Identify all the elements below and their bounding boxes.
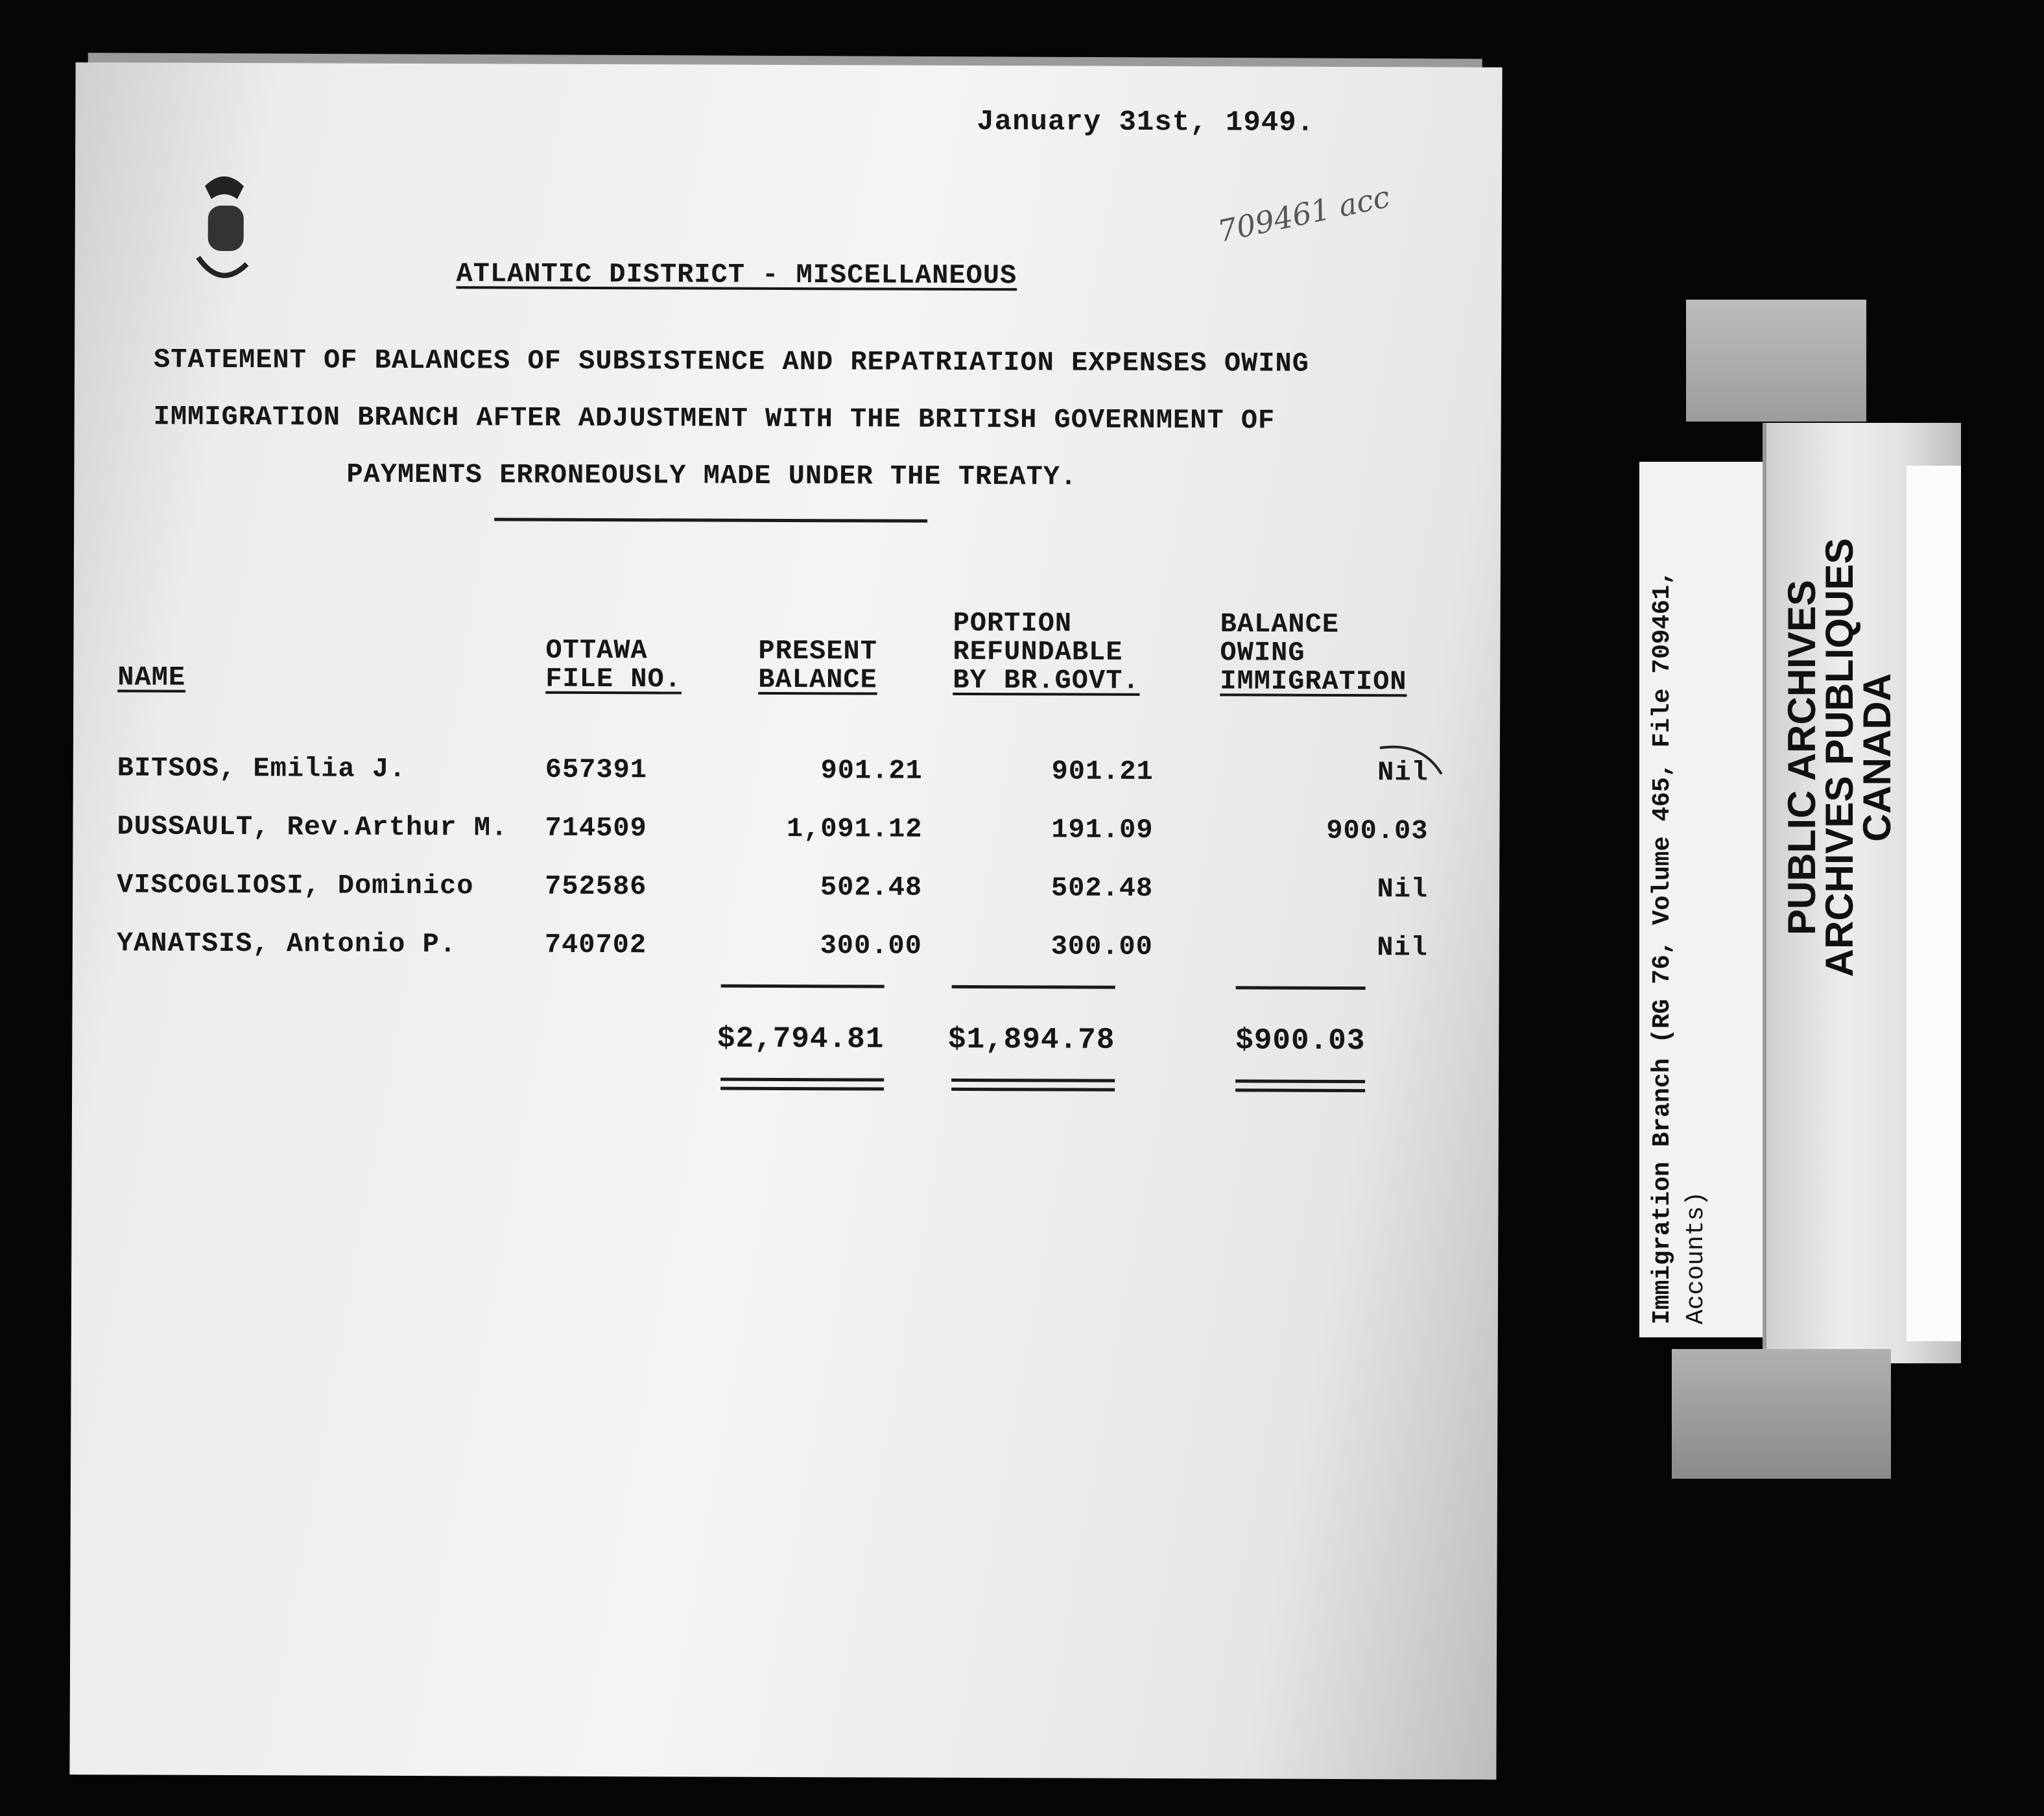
district-title: ATLANTIC DISTRICT - MISCELLANEOUS [456,258,1017,292]
header-name: NAME [117,662,186,693]
header-present-line2: BALANCE [758,663,877,696]
header-portion-line3: BY BR.GOVT. [953,664,1140,697]
double-rule-present-bottom [720,1087,884,1091]
total-present: $2,794.81 [717,1022,885,1057]
handwritten-file-note: 709461 acc [1215,178,1393,249]
row-portion: 300.00 [1051,931,1153,962]
header-owing-line3: IMMIGRATION [1220,665,1407,698]
row-name: BITSOS, Emilia J. [117,752,407,785]
row-file: 714509 [545,812,647,844]
archives-line2: ARCHIVES PUBLIQUES [1818,538,1861,977]
row-portion: 502.48 [1051,872,1154,904]
total-portion: $1,894.78 [947,1022,1115,1057]
row-owing: Nil [1377,932,1428,964]
statement-line-3: PAYMENTS ERRONEOUSLY MADE UNDER THE TREATY. [346,459,1078,493]
row-present: 1,091.12 [786,813,923,845]
row-name: YANATSIS, Antonio P. [116,927,457,961]
row-file: 752586 [545,870,647,903]
statement-line-1: STATEMENT OF BALANCES OF SUBSISTENCE AND REPATRIATION EXPENSES OWING [153,344,1309,379]
stamp-mark-icon [185,160,257,296]
document-date: January 31st, 1949. [977,106,1315,139]
double-rule-portion-bottom [951,1088,1115,1092]
total-owing: $900.03 [1235,1023,1366,1058]
double-rule-portion-top [951,1079,1115,1082]
header-file-line1: OTTAWA [545,634,648,667]
double-rule-present-top [720,1078,884,1082]
row-present: 300.00 [820,930,922,962]
archive-reference-line1: Immigration Branch (RG 76, Volume 465, File 709461, [1648,570,1676,1324]
pen-mark-icon [1377,735,1455,800]
header-file-line2: FILE NO. [545,663,682,695]
header-present-line1: PRESENT [758,635,877,667]
row-file: 740702 [544,929,647,961]
statement-line-2: IMMIGRATION BRANCH AFTER ADJUSTMENT WITH THE BRITISH GOVERNMENT OF [153,401,1276,436]
sum-rule-owing [1236,986,1366,990]
sum-rule-portion [952,985,1115,989]
row-owing: Nil [1377,757,1429,789]
slip-clip-bottom [1672,1349,1891,1479]
header-owing-line2: OWING [1220,637,1305,669]
row-present: 502.48 [820,872,923,903]
archives-line3: CANADA [1855,673,1899,842]
archive-reference-line2: Accounts) [1682,1191,1710,1324]
archives-line1: PUBLIC ARCHIVES [1780,580,1824,935]
slip-edge [1907,466,1961,1341]
double-rule-owing-bottom [1235,1088,1365,1092]
header-portion-line1: PORTION [953,607,1073,639]
row-portion: 901.21 [1051,756,1154,787]
title-rule [494,518,927,522]
row-present: 901.21 [820,755,923,787]
slip-clip-top [1686,300,1866,422]
sum-rule-present [721,985,885,988]
double-rule-owing-top [1235,1079,1365,1083]
row-name: DUSSAULT, Rev.Arthur M. [117,811,508,844]
row-portion: 191.09 [1051,814,1154,846]
archives-stamp [1780,440,1899,1075]
row-name: VISCOGLIOSI, Dominico [117,869,474,902]
header-portion-line2: REFUNDABLE [953,636,1123,668]
row-owing: 900.03 [1326,815,1429,847]
header-owing-line1: BALANCE [1220,608,1340,640]
row-owing: Nil [1377,874,1429,905]
document-page [69,62,1502,1780]
row-file: 657391 [545,754,648,786]
